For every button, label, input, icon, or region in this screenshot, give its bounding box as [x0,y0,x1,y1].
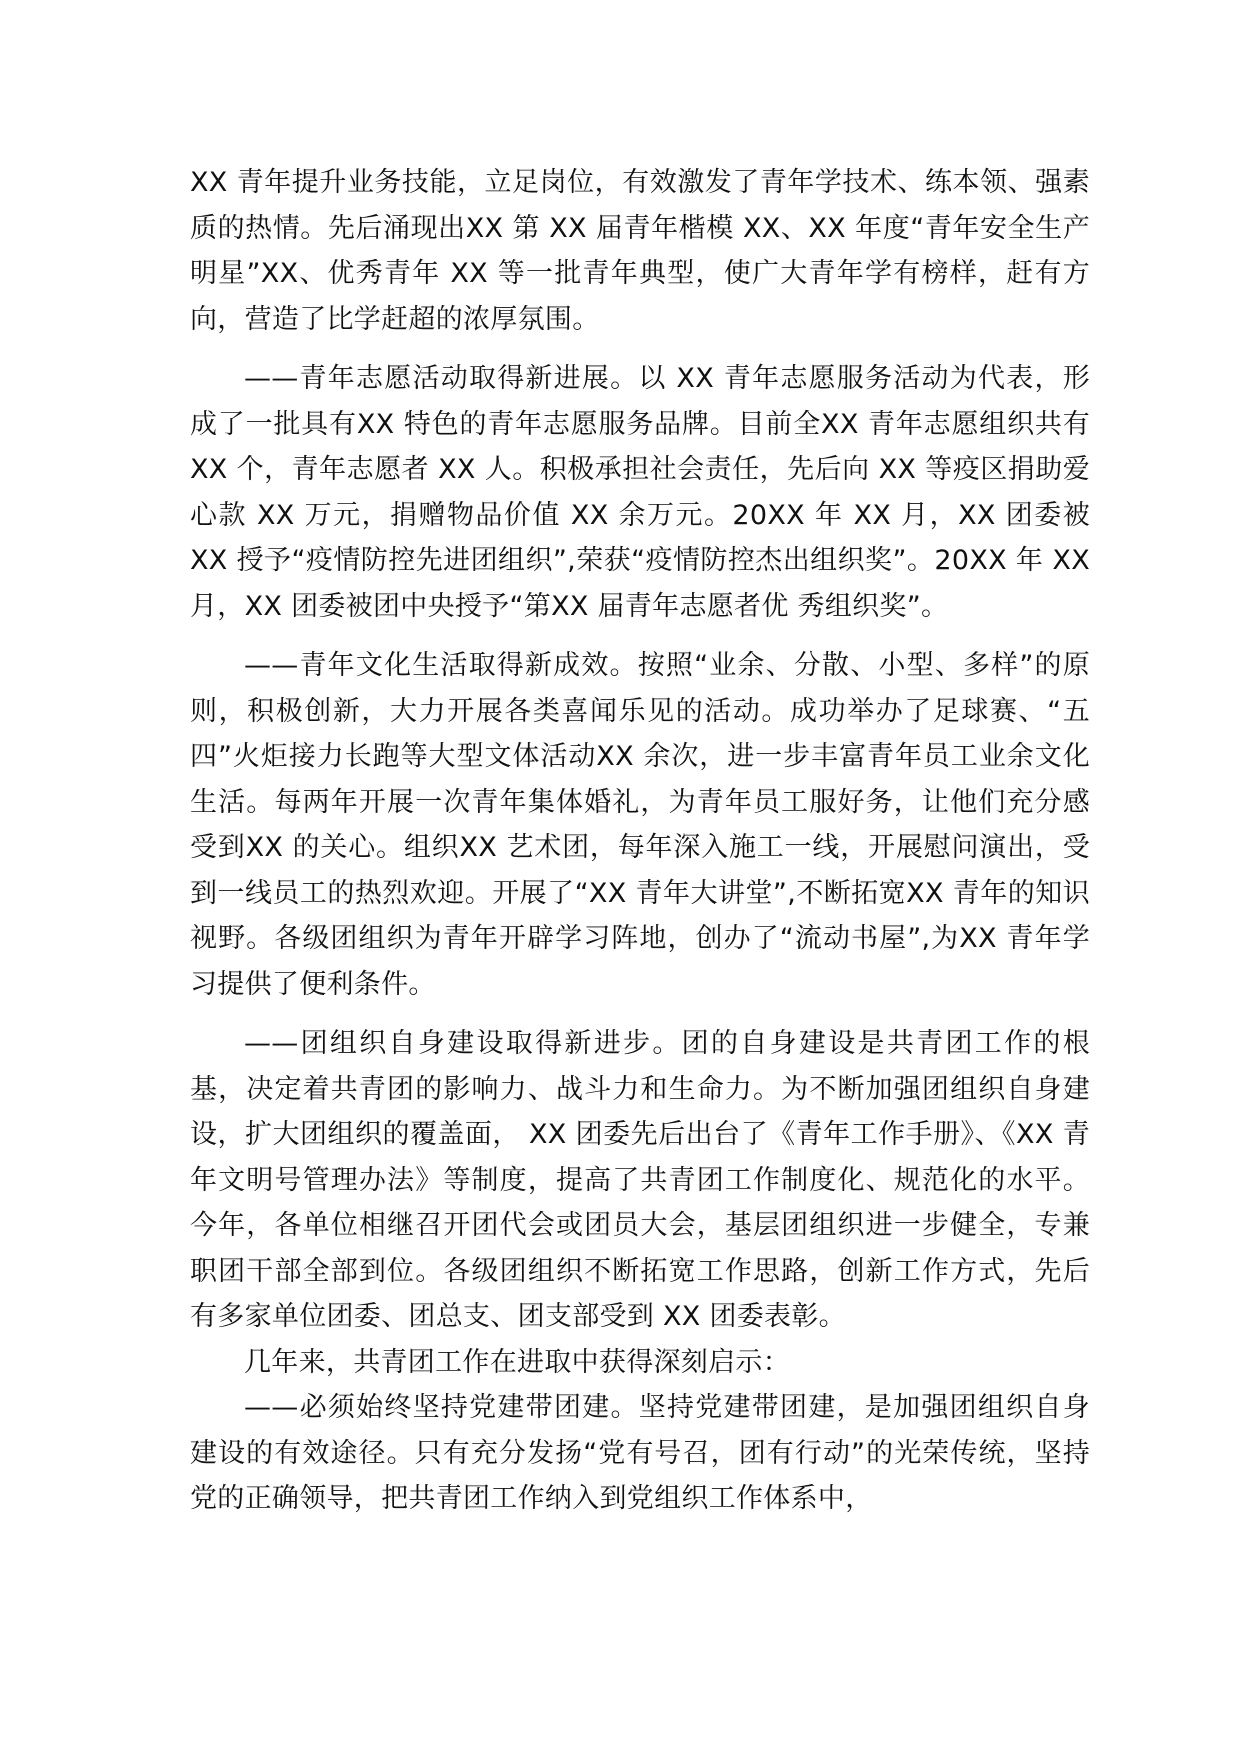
paragraph-volunteer-progress: ——青年志愿活动取得新进展。以 XX 青年志愿服务活动为代表，形成了一批具有XX 特色的青年志愿服务品牌。目前全XX 青年志愿组织共有XX 个，青年志愿者 XX 人。积极承担社会责任，先后向 XX 等疫区捐助爱心款 XX 万元，捐赠物品价值 XX 余万元。20XX 年 XX 月，XX 团委被 XX 授予“疫情防控先进团组织”,荣获“疫情防控杰出组织奖”。20XX 年 XX 月，XX 团委被团中央授予“第XX 届青年志愿者优 秀组织奖”。 [190,363,1090,622]
paragraph-insights-intro: 几年来，共青团工作在进取中获得深刻启示： [244,1346,790,1378]
paragraph-youth-skills: XX 青年提升业务技能，立足岗位，有效激发了青年学技术、练本领、强素质的热情。先后涌现出XX 第 XX 届青年楷模 XX、XX 年度“青年安全生产明星”XX、优秀青年 XX 等一批青年典型，使广大青年学有榜样，赶有方向，营造了比学赶超的浓厚氛围。 [190,167,1090,335]
paragraph-culture-life: ——青年文化生活取得新成效。按照“业余、分散、小型、多样”的原则，积极创新，大力开展各类喜闻乐见的活动。成功举办了足球赛、“五四”火炬接力长跑等大型文体活动XX 余次，进一步丰富青年员工业余文化生活。每两年开展一次青年集体婚礼，为青年员工服好务，让他们充分感受到XX 的关心。组织XX 艺术团，每年深入施工一线，开展慰问演出，受到一线员工的热烈欢迎。开展了“XX 青年大讲堂”,不断拓宽XX 青年的知识视野。各级团组织为青年开辟学习阵地，创办了“流动书屋”,为XX 青年学习提供了便利条件。 [190,650,1090,1000]
paragraph-organization-building: ——团组织自身建设取得新进步。团的自身建设是共青团工作的根基，决定着共青团的影响力、战斗力和生命力。为不断加强团组织自身建设，扩大团组织的覆盖面， XX 团委先后出台了《青年工作手册》、《XX 青年文明号管理办法》等制度，提高了共青团工作制度化、规范化的水平。今年，各单位相继召开团代会或团员大会，基层团组织进一步健全，专兼职团干部全部到位。各级团组织不断拓宽工作思路，创新工作方式，先后有多家单位团委、团总支、团支部受到 XX 团委表彰。 [190,1028,1090,1332]
document-body [190,160,1090,1522]
paragraph-party-building: ——必须始终坚持党建带团建。坚持党建带团建，是加强团组织自身建设的有效途径。只有充分发扬“党有号召，团有行动”的光荣传统，坚持党的正确领导，把共青团工作纳入到党组织工作体系中， [190,1392,1090,1514]
